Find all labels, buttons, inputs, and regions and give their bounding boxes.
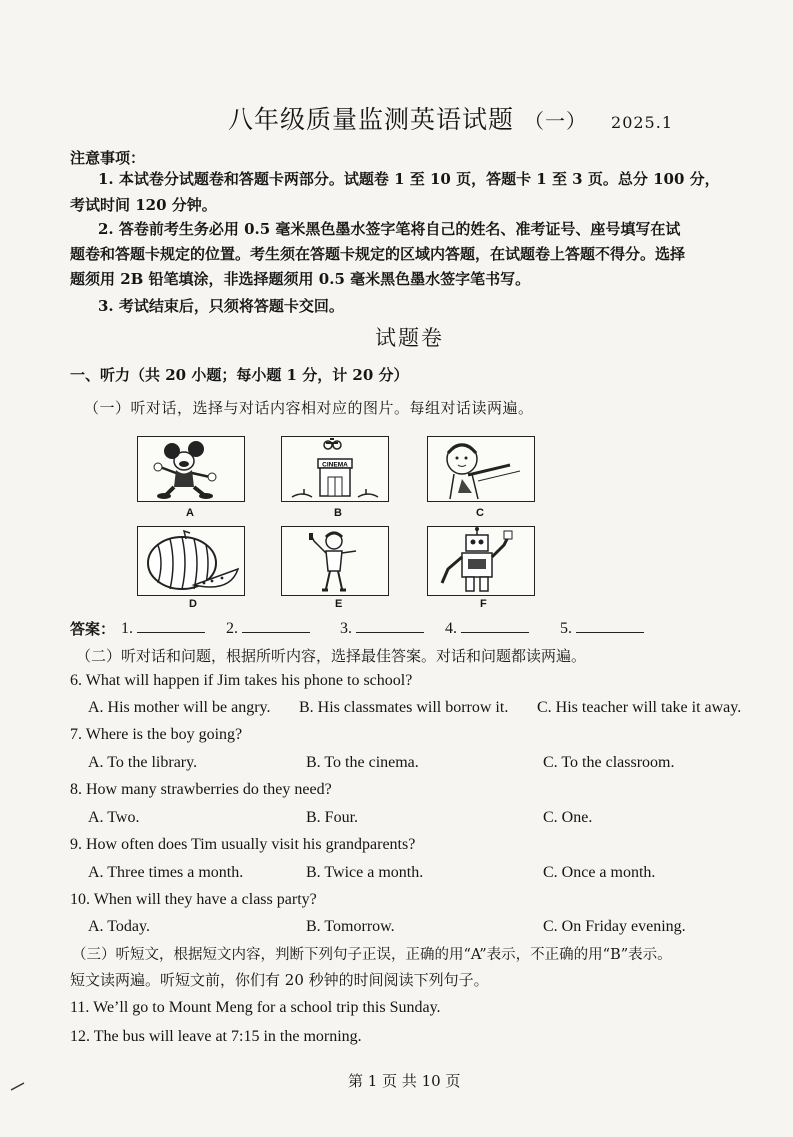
answer-blank-5[interactable]: [560, 618, 644, 638]
answer-num-3: 3.: [340, 620, 352, 637]
q7-option-c: C. To the classroom.: [543, 754, 675, 771]
picture-a: [137, 436, 245, 502]
answer-line-5[interactable]: [576, 618, 644, 633]
answer-line-3[interactable]: [356, 618, 424, 633]
answer-num-5: 5.: [560, 620, 572, 637]
answer-blank-4[interactable]: [445, 618, 529, 638]
answer-blank-2[interactable]: [226, 618, 310, 638]
boy-on-phone-icon: [282, 527, 388, 595]
question-10: 10. When will they have a class party?: [70, 891, 317, 908]
picture-a-label: A: [186, 507, 194, 519]
part1-sub2: （二）听对话和问题，根据所听内容，选择最佳答案。对话和问题都读两遍。: [76, 647, 587, 665]
answer-num-1: 1.: [121, 620, 133, 637]
answer-num-4: 4.: [445, 620, 457, 637]
boy-playing-violin-icon: [428, 437, 534, 501]
question-7: 7. Where is the boy going?: [70, 726, 243, 743]
cinema-building-icon: [282, 437, 388, 501]
picture-c-label: C: [476, 507, 484, 519]
notes-heading: 注意事项：: [70, 149, 146, 167]
q8-option-b: B. Four.: [306, 809, 359, 826]
q9-option-b: B. Twice a month.: [306, 864, 424, 881]
note-item-3: 3. 考试结束后，只须将答题卡交回。: [98, 297, 344, 315]
note-item-1-line-2: 考试时间 120 分钟。: [70, 196, 217, 214]
note-item-2-line-3: 题须用 2B 铅笔填涂，非选择题须用 0.5 毫米黑色墨水签字笔书写。: [70, 270, 531, 288]
q8-option-a: A. Two.: [88, 809, 140, 826]
picture-d-label: D: [189, 598, 197, 610]
picture-f-label: F: [480, 598, 487, 610]
q8-option-c: C. One.: [543, 809, 593, 826]
part1-heading: 一、听力（共 20 小题；每小题 1 分，计 20 分）: [70, 366, 409, 384]
cinema-sign-text: CINEMA: [322, 461, 348, 469]
q7-option-a: A. To the library.: [88, 754, 198, 771]
scan-mark: [10, 1080, 26, 1092]
section-title: 试题卷: [375, 326, 444, 350]
answer-line-4[interactable]: [461, 618, 529, 633]
q6-option-c: C. His teacher will take it away.: [537, 699, 742, 716]
robot-icon: [428, 527, 534, 595]
question-9: 9. How often does Tim usually visit his grandparents?: [70, 836, 416, 853]
picture-b-label: B: [334, 507, 342, 519]
question-8: 8. How many strawberries do they need?: [70, 781, 332, 798]
title-paren: （一）: [524, 109, 588, 133]
q10-option-a: A. Today.: [88, 918, 150, 935]
q6-option-b: B. His classmates will borrow it.: [299, 699, 509, 716]
answer-blank-1[interactable]: [121, 618, 205, 638]
picture-e: [281, 526, 389, 596]
watermelon-icon: [138, 527, 244, 595]
answer-blank-3[interactable]: [340, 618, 424, 638]
page-footer: 第 1 页 共 10 页: [348, 1072, 461, 1090]
answer-line-2[interactable]: [242, 618, 310, 633]
picture-c: [427, 436, 535, 502]
question-6: 6. What will happen if Jim takes his phone to school?: [70, 672, 413, 689]
answer-line-1[interactable]: [137, 618, 205, 633]
part1-sub1: （一）听对话，选择与对话内容相对应的图片。每组对话读两遍。: [84, 399, 534, 417]
q10-option-b: B. Tomorrow.: [306, 918, 395, 935]
note-item-2-line-2: 题卷和答题卡规定的位置。考生须在答题卡规定的区域内答题，在试题卷上答题不得分。选择: [70, 245, 686, 263]
q9-option-a: A. Three times a month.: [88, 864, 244, 881]
statement-11: 11. We’ll go to Mount Meng for a school trip this Sunday.: [70, 999, 441, 1016]
q6-option-a: A. His mother will be angry.: [88, 699, 271, 716]
part1-sub3-line-1: （三）听短文，根据短文内容，判断下列句子正误，正确的用“A”表示，不正确的用“B”表示。: [72, 947, 672, 963]
note-item-2-line-1: 2. 答卷前考生务必用 0.5 毫米黑色墨水签字笔将自己的姓名、准考证号、座号填写在试: [98, 220, 681, 238]
picture-e-label: E: [335, 598, 343, 610]
page-title: [228, 100, 673, 136]
title-text: 八年级质量监测英语试题: [228, 105, 515, 134]
q7-option-b: B. To the cinema.: [306, 754, 419, 771]
answer-row: [70, 618, 115, 639]
part1-sub3-line-2: 短文读两遍。听短文前，你们有 20 秒钟的时间阅读下列句子。: [70, 971, 489, 989]
picture-d: [137, 526, 245, 596]
exam-date: 2025.1: [611, 113, 673, 132]
q10-option-c: C. On Friday evening.: [543, 918, 686, 935]
note-item-1-line-1: 1. 本试卷分试题卷和答题卡两部分。试题卷 1 至 10 页，答题卡 1 至 3 页。总分 100 分，: [98, 170, 720, 188]
q9-option-c: C. Once a month.: [543, 864, 656, 881]
picture-b: [281, 436, 389, 502]
answer-num-2: 2.: [226, 620, 238, 637]
picture-f: [427, 526, 535, 596]
statement-12: 12. The bus will leave at 7:15 in the morning.: [70, 1028, 362, 1045]
mickey-mouse-icon: [138, 437, 244, 501]
answer-label: 答案：: [70, 620, 116, 638]
